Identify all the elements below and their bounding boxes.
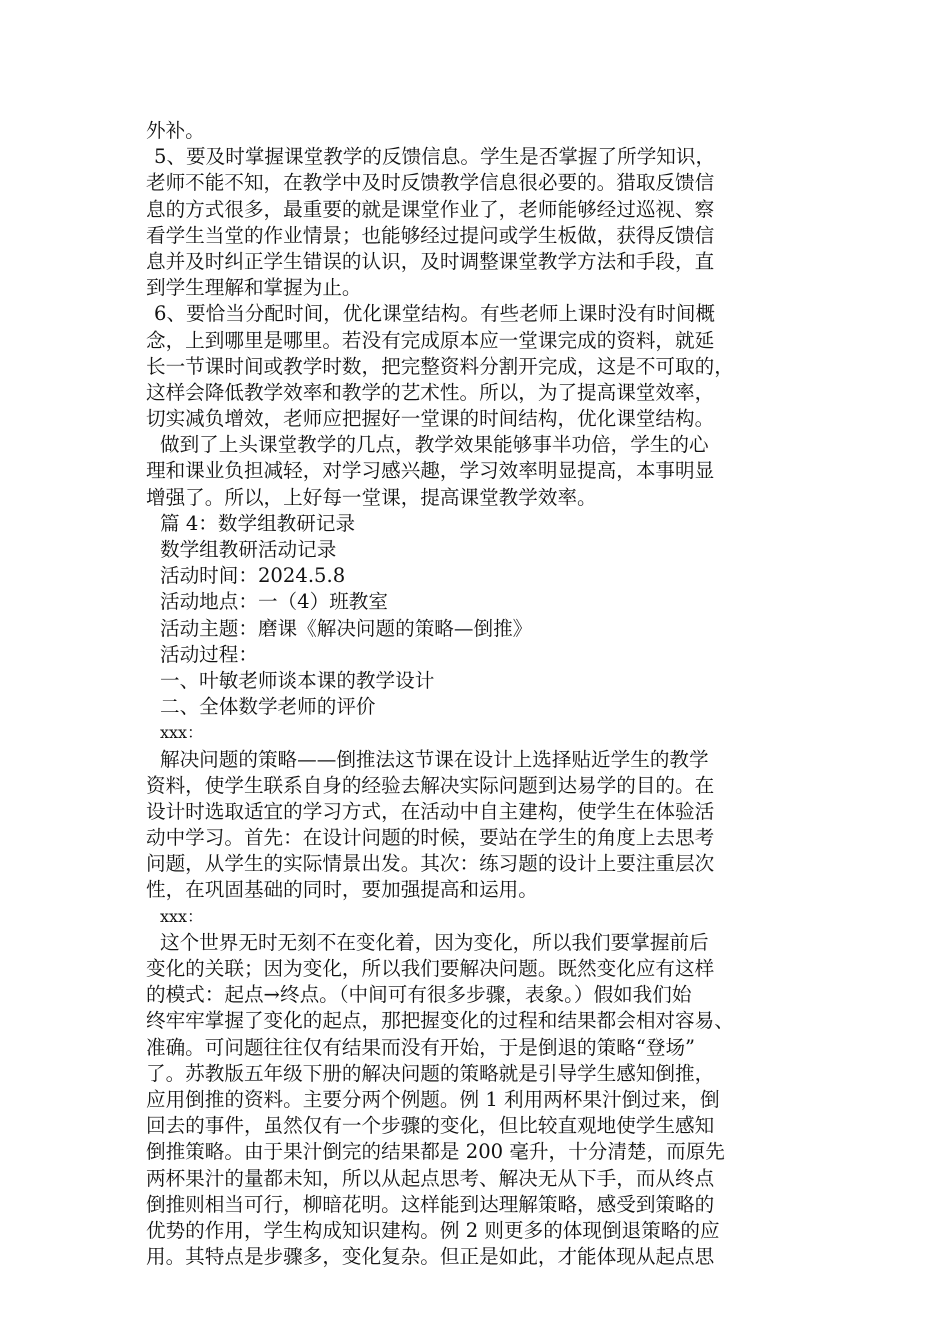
text-line: 做到了上头课堂教学的几点，教学效果能够事半功倍，学生的心 [160, 433, 709, 457]
text-line: 增强了。所以，上好每一堂课，提高课堂教学效率。 [146, 485, 597, 509]
text-line: 念，上到哪里是哪里。若没有完成原本应一堂课完成的资料，就延 [146, 328, 715, 352]
text-line: 问题，从学生的实际情景出发。其次：练习题的设计上要注重层次 [146, 852, 715, 876]
text-line: 这个世界无时无刻不在变化着，因为变化，所以我们要掌握前后 [160, 930, 709, 954]
text-line: 切实减负增效，老师应把握好一堂课的时间结构，优化课堂结构。 [146, 407, 715, 431]
process-item: 二、全体数学老师的评价 [160, 695, 376, 719]
activity-location: 活动地点：一（4）班教室 [160, 590, 388, 614]
text-line: 解决问题的策略——倒推法这节课在设计上选择贴近学生的教学 [160, 747, 709, 771]
text-line: 回去的事件，虽然仅有一个步骤的变化，但比较直观地使学生感知 [146, 1114, 715, 1138]
text-line: 老师不能不知，在教学中及时反馈教学信息很必要的。猎取反馈信 [146, 171, 715, 195]
text-line: 倒推则相当可行，柳暗花明。这样能到达理解策略，感受到策略的 [146, 1192, 715, 1216]
text-line: 外补。 [146, 119, 205, 142]
text-line: 终牢牢掌握了变化的起点，那把握变化的过程和结果都会相对容易、 [146, 1009, 734, 1033]
speaker-label: xxx： [160, 906, 204, 926]
text-line: 息并及时纠正学生错误的认识，及时调整课堂教学方法和手段，直 [146, 249, 715, 273]
text-line: 两杯果汁的量都未知，所以从起点思考、解决无从下手，而从终点 [146, 1166, 715, 1190]
text-line: 准确。可问题往往仅有结果而没有开始，于是倒退的策略“登场” [146, 1035, 696, 1059]
text-line: 6、要恰当分配时间，优化课堂结构。有些老师上课时没有时间概 [154, 302, 716, 326]
record-title: 数学组教研活动记录 [160, 538, 337, 561]
text-line: 设计时选取适宜的学习方式，在活动中自主建构，使学生在体验活 [146, 799, 715, 823]
activity-time: 活动时间：2024.5.8 [160, 564, 346, 588]
text-line: 息的方式很多，最重要的就是课堂作业了，老师能够经过巡视、察 [146, 197, 715, 221]
text-line: 到学生理解和掌握为止。 [146, 276, 362, 300]
text-line: 5、要及时掌握课堂教学的反馈信息。学生是否掌握了所学知识， [154, 145, 716, 169]
text-line: 用。其特点是步骤多，变化复杂。但正是如此，才能体现从起点思 [146, 1245, 715, 1269]
text-line: 资料，使学生联系自身的经验去解决实际问题到达易学的目的。在 [146, 773, 715, 797]
activity-theme: 活动主题：磨课《解决问题的策略—倒推》 [160, 616, 533, 640]
process-item: 一、叶敏老师谈本课的教学设计 [160, 668, 435, 692]
text-line: 应用倒推的资料。主要分两个例题。例 1 利用两杯果汁倒过来，倒 [146, 1087, 720, 1111]
document-page [146, 118, 826, 1270]
section-heading: 篇 4：数学组教研记录 [160, 511, 356, 535]
text-line: 了。苏教版五年级下册的解决问题的策略就是引导学生感知倒推， [146, 1061, 715, 1085]
text-line: 倒推策略。由于果汁倒完的结果都是 200 毫升，十分清楚，而原先 [146, 1140, 725, 1164]
activity-process-label: 活动过程： [160, 642, 258, 666]
text-line: 动中学习。首先：在设计问题的时候，要站在学生的角度上去思考 [146, 826, 715, 850]
text-line: 优势的作用，学生构成知识建构。例 2 则更多的体现倒退策略的应 [146, 1218, 720, 1242]
text-line: 变化的关联；因为变化，所以我们要解决问题。既然变化应有这样 [146, 957, 715, 980]
speaker-label: xxx： [160, 723, 204, 743]
text-line: 长一节课时间或教学时数，把完整资料分割开完成，这是不可取的， [146, 354, 734, 378]
text-line: 的模式：起点→终点。（中间可有很多步骤，表象。）假如我们始 [146, 983, 692, 1007]
text-line: 这样会降低教学效率和教学的艺术性。所以，为了提高课堂效率， [146, 380, 715, 404]
text-line: 看学生当堂的作业情景；也能够经过提问或学生板做，获得反馈信 [146, 223, 715, 247]
text-line: 理和课业负担减轻，对学习感兴趣，学习效率明显提高，本事明显 [146, 459, 715, 483]
text-line: 性，在巩固基础的同时，要加强提高和运用。 [146, 878, 538, 902]
